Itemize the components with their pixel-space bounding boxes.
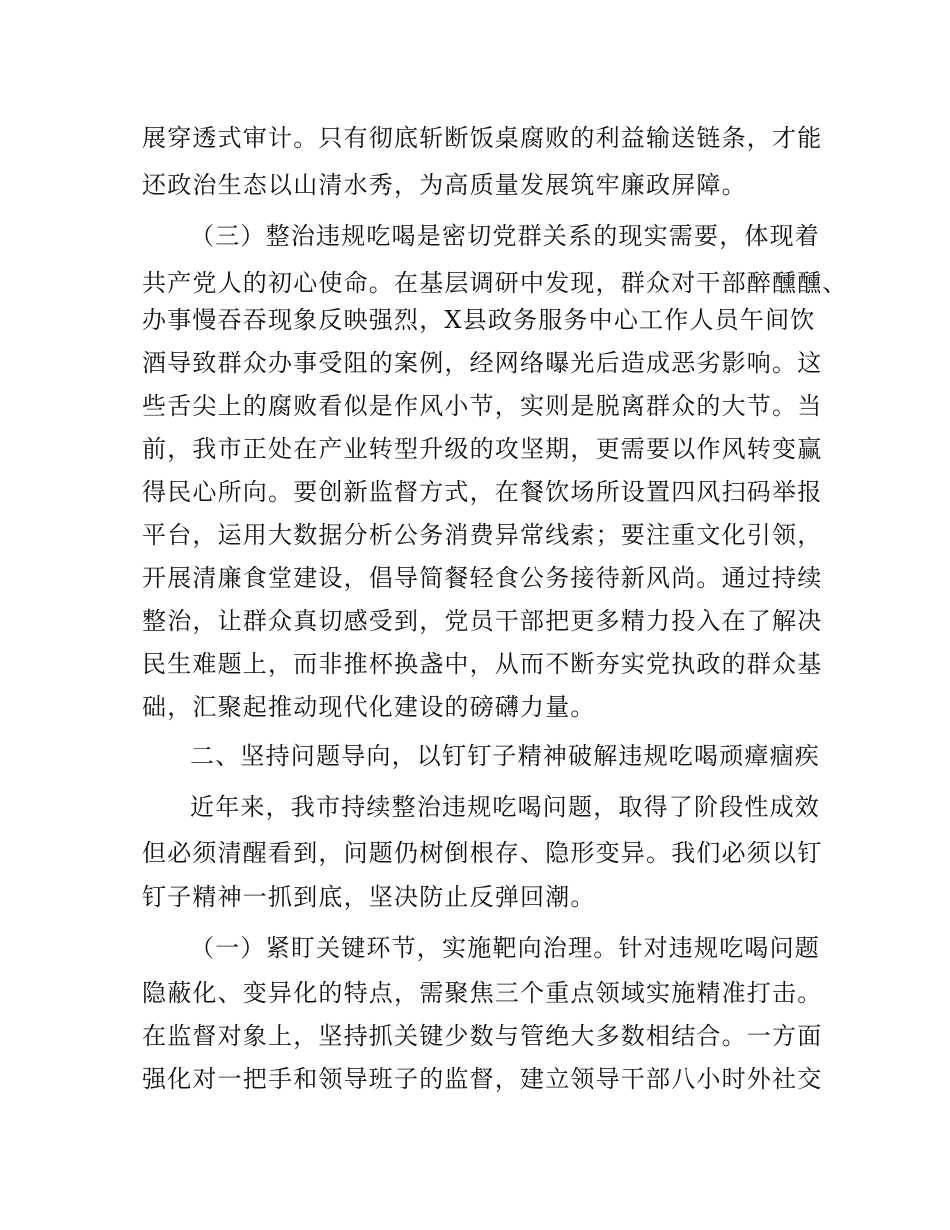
body-text-line: 础，汇聚起推动现代化建设的磅礴力量。	[142, 693, 596, 721]
body-text-line: 但必须清醒看到，问题仍树倒根存、隐形变异。我们必须以钉	[142, 839, 823, 867]
body-text-line: 平台，运用大数据分析公务消费异常线索；要注重文化引领，	[142, 521, 823, 549]
body-text-line: 近年来，我市持续整治违规吃喝问题，取得了阶段性成效	[190, 793, 820, 821]
body-text-line: 钉子精神一抓到底，坚决防止反弹回潮。	[142, 883, 596, 911]
body-text-line: 隐蔽化、变异化的特点，需聚焦三个重点领域实施精准打击。	[142, 979, 823, 1007]
body-text-line: 酒导致群众办事受阻的案例，经网络曝光后造成恶劣影响。这	[142, 349, 823, 377]
body-text-line: 民生难题上，而非推杯换盏中，从而不断夯实党执政的群众基	[142, 650, 823, 678]
body-text-line: 展穿透式审计。只有彻底斩断饭桌腐败的利益输送链条，才能	[142, 124, 823, 152]
section-heading-line: （一）紧盯关键环节，实施靶向治理。针对违规吃喝问题	[190, 934, 820, 962]
body-text-line: 得民心所向。要创新监督方式，在餐饮场所设置四风扫码举报	[142, 478, 823, 506]
body-text-line: 办事慢吞吞现象反映强烈，X县政务服务中心工作人员午间饮	[142, 306, 816, 334]
body-text-line: 在监督对象上，坚持抓关键少数与管绝大多数相结合。一方面	[142, 1022, 823, 1050]
chapter-heading: 二、坚持问题导向，以钉钉子精神破解违规吃喝顽瘴痼疾	[190, 742, 820, 770]
body-text-line: 还政治生态以山清水秀，为高质量发展筑牢廉政屏障。	[142, 171, 747, 199]
section-heading-line: （三）整治违规吃喝是密切党群关系的现实需要，体现着	[190, 222, 820, 250]
body-text-line: 整治，让群众真切感受到，党员干部把更多精力投入在了解决	[142, 607, 823, 635]
body-text-line: 共产党人的初心使命。在基层调研中发现，群众对干部醉醺醺、	[142, 269, 848, 297]
body-text-line: 强化对一把手和领导班子的监督，建立领导干部八小时外社交	[142, 1065, 823, 1093]
body-text-line: 些舌尖上的腐败看似是作风小节，实则是脱离群众的大节。当	[142, 392, 823, 420]
body-text-line: 前，我市正处在产业转型升级的攻坚期，更需要以作风转变赢	[142, 435, 823, 463]
body-text-line: 开展清廉食堂建设，倡导简餐轻食公务接待新风尚。通过持续	[142, 564, 823, 592]
